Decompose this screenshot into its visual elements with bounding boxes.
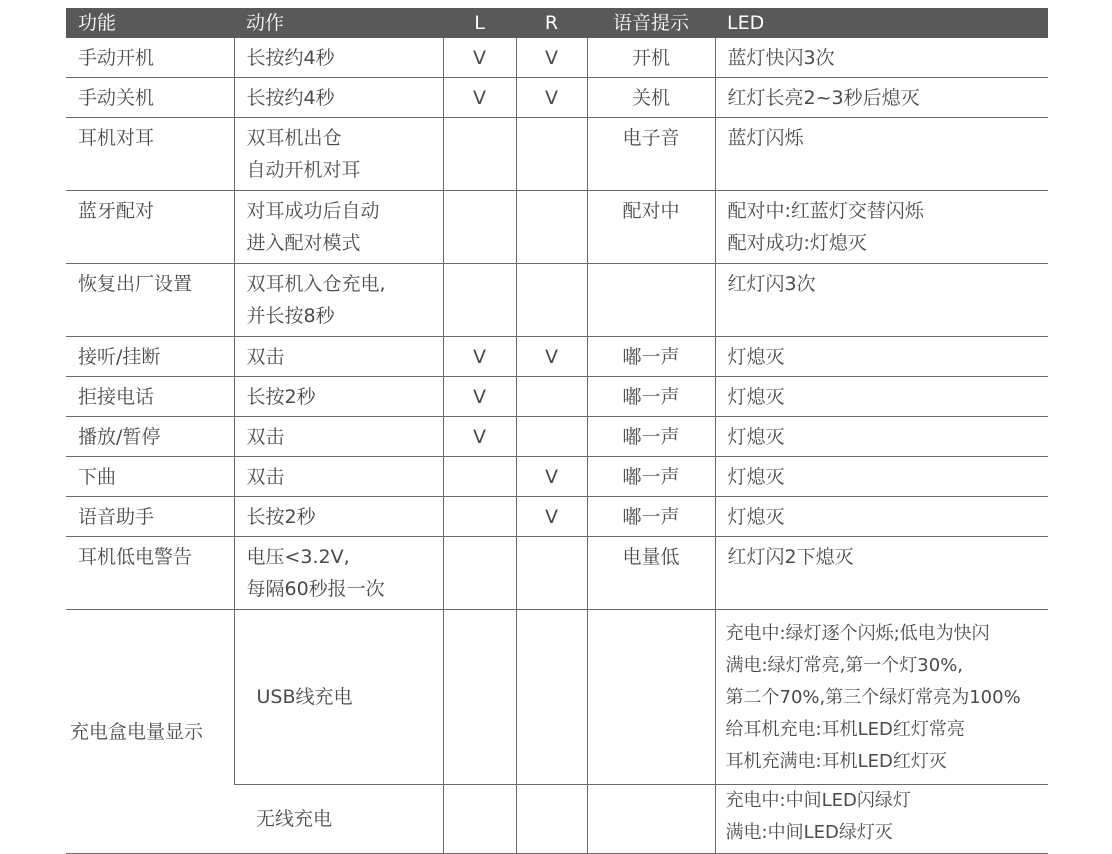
led-line: 蓝灯闪烁 <box>727 127 804 149</box>
table-row <box>66 118 1048 191</box>
cell-l: V <box>443 78 516 118</box>
header-led: LED <box>715 8 1048 38</box>
cell-led <box>715 497 1048 537</box>
function-table <box>66 8 1048 854</box>
cell-l <box>443 537 516 610</box>
cell-action <box>234 264 443 337</box>
cell-l <box>443 785 516 854</box>
cell-r: V <box>516 38 587 78</box>
action-line: 长按2秒 <box>246 506 316 528</box>
cell-l <box>443 610 516 785</box>
cell-r: V <box>516 457 587 497</box>
cell-r <box>516 264 587 337</box>
cell-voice: 关机 <box>587 78 715 118</box>
table-row <box>66 377 1048 417</box>
cell-action <box>234 337 443 377</box>
cell-led <box>715 118 1048 191</box>
action-line: 长按2秒 <box>246 386 316 408</box>
cell-voice <box>587 785 715 854</box>
cell-func: 下曲 <box>66 457 234 497</box>
led-line: 满电:绿灯常亮,第一个灯30%, <box>725 655 964 676</box>
cell-l <box>443 118 516 191</box>
cell-led <box>715 264 1048 337</box>
cell-action-usb: USB线充电 <box>234 610 443 785</box>
cell-voice: 嘟一声 <box>587 417 715 457</box>
cell-led <box>715 337 1048 377</box>
cell-l <box>443 497 516 537</box>
action-line: 对耳成功后自动 <box>246 200 380 222</box>
led-line: 灯熄灭 <box>727 466 785 488</box>
action-line: 双击 <box>246 426 285 448</box>
cell-func: 恢复出厂设置 <box>66 264 234 337</box>
cell-action <box>234 457 443 497</box>
cell-func: 接听/挂断 <box>66 337 234 377</box>
cell-action <box>234 497 443 537</box>
cell-r: V <box>516 337 587 377</box>
table-row <box>66 417 1048 457</box>
table-row <box>66 191 1048 264</box>
table-row <box>66 264 1048 337</box>
cell-l: V <box>443 417 516 457</box>
led-line: 配对成功:灯熄灭 <box>727 232 867 254</box>
table-row <box>66 38 1048 78</box>
cell-l: V <box>443 337 516 377</box>
cell-led <box>715 78 1048 118</box>
action-line: 长按约4秒 <box>246 47 335 69</box>
action-line: 并长按8秒 <box>246 305 335 327</box>
header-voice: 语音提示 <box>587 8 715 38</box>
cell-voice <box>587 610 715 785</box>
led-line: 充电中:中间LED闪绿灯 <box>725 790 911 811</box>
table-row <box>66 337 1048 377</box>
led-line: 满电:中间LED绿灯灭 <box>725 822 893 843</box>
cell-led <box>715 191 1048 264</box>
cell-func: 耳机对耳 <box>66 118 234 191</box>
cell-action <box>234 191 443 264</box>
cell-func-charging: 充电盒电量显示 <box>66 610 234 854</box>
cell-voice: 电量低 <box>587 537 715 610</box>
cell-led <box>715 457 1048 497</box>
cell-r <box>516 610 587 785</box>
cell-l <box>443 191 516 264</box>
table-row <box>66 537 1048 610</box>
cell-led-wireless <box>715 785 1048 854</box>
cell-led <box>715 417 1048 457</box>
led-line: 灯熄灭 <box>727 386 785 408</box>
cell-voice: 嘟一声 <box>587 337 715 377</box>
header-func: 功能 <box>66 8 234 38</box>
cell-voice: 配对中 <box>587 191 715 264</box>
cell-func: 播放/暂停 <box>66 417 234 457</box>
cell-voice: 嘟一声 <box>587 497 715 537</box>
action-line: 双击 <box>246 346 285 368</box>
cell-voice: 嘟一声 <box>587 377 715 417</box>
cell-l: V <box>443 377 516 417</box>
table-row <box>66 497 1048 537</box>
table-row-charging-usb <box>66 610 1048 785</box>
header-l: L <box>443 8 516 38</box>
led-line: 耳机充满电:耳机LED红灯灭 <box>725 751 947 772</box>
action-line: 双耳机出仓 <box>246 127 342 149</box>
led-line: 配对中:红蓝灯交替闪烁 <box>727 200 924 222</box>
led-line: 红灯长亮2~3秒后熄灭 <box>727 87 920 109</box>
cell-func: 语音助手 <box>66 497 234 537</box>
cell-r: V <box>516 497 587 537</box>
cell-r <box>516 377 587 417</box>
cell-action-wireless: 无线充电 <box>234 785 443 854</box>
cell-func: 手动开机 <box>66 38 234 78</box>
cell-func: 耳机低电警告 <box>66 537 234 610</box>
led-line: 红灯闪2下熄灭 <box>727 546 854 568</box>
led-line: 灯熄灭 <box>727 506 785 528</box>
cell-r <box>516 785 587 854</box>
led-line: 给耳机充电:耳机LED红灯常亮 <box>725 719 965 740</box>
cell-voice: 电子音 <box>587 118 715 191</box>
action-line: 电压<3.2V, <box>246 546 350 568</box>
cell-led <box>715 377 1048 417</box>
table-row <box>66 78 1048 118</box>
cell-voice: 开机 <box>587 38 715 78</box>
action-line: 每隔60秒报一次 <box>246 578 385 600</box>
action-line: 双耳机入仓充电, <box>246 273 386 295</box>
cell-action <box>234 38 443 78</box>
action-line: 双击 <box>246 466 285 488</box>
cell-func: 手动关机 <box>66 78 234 118</box>
led-line: 充电中:绿灯逐个闪烁;低电为快闪 <box>725 623 990 644</box>
led-line: 第二个70%,第三个绿灯常亮为100% <box>725 687 1021 708</box>
cell-led <box>715 537 1048 610</box>
cell-r <box>516 118 587 191</box>
led-line: 灯熄灭 <box>727 346 785 368</box>
cell-voice <box>587 264 715 337</box>
led-line: 灯熄灭 <box>727 426 785 448</box>
header-r: R <box>516 8 587 38</box>
cell-r: V <box>516 78 587 118</box>
cell-l <box>443 457 516 497</box>
cell-led <box>715 38 1048 78</box>
cell-l: V <box>443 38 516 78</box>
cell-r <box>516 537 587 610</box>
cell-func: 拒接电话 <box>66 377 234 417</box>
cell-action <box>234 78 443 118</box>
action-line: 进入配对模式 <box>246 232 361 254</box>
led-line: 蓝灯快闪3次 <box>727 47 835 69</box>
action-line: 长按约4秒 <box>246 87 335 109</box>
cell-action <box>234 537 443 610</box>
led-line: 红灯闪3次 <box>727 273 816 295</box>
cell-l <box>443 264 516 337</box>
cell-led-usb <box>715 610 1048 785</box>
table-header <box>66 8 1048 38</box>
cell-action <box>234 118 443 191</box>
cell-voice: 嘟一声 <box>587 457 715 497</box>
cell-action <box>234 377 443 417</box>
cell-action <box>234 417 443 457</box>
table-row <box>66 457 1048 497</box>
action-line: 自动开机对耳 <box>246 159 361 181</box>
header-action: 动作 <box>234 8 443 38</box>
cell-r <box>516 417 587 457</box>
cell-r <box>516 191 587 264</box>
cell-func: 蓝牙配对 <box>66 191 234 264</box>
